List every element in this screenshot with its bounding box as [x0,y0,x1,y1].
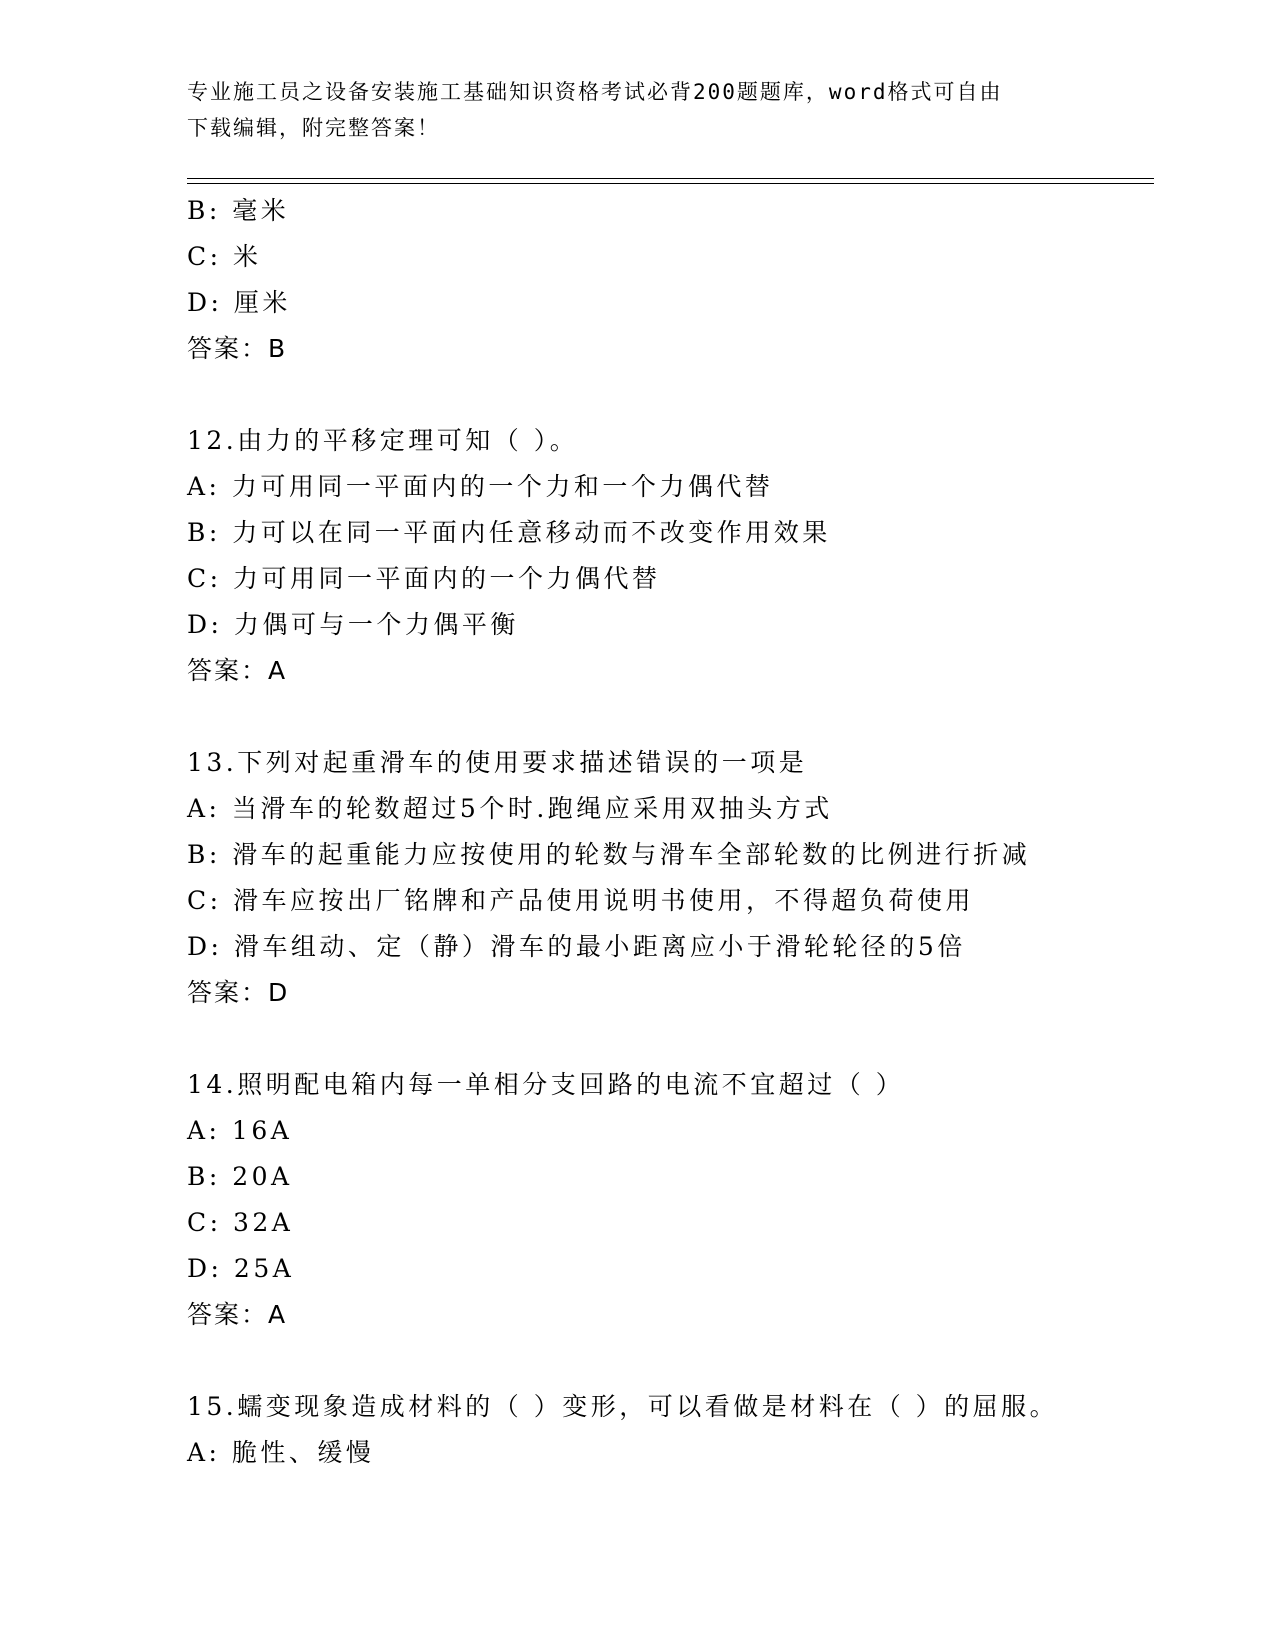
header-line-2: 下载编辑，附完整答案！ [187,116,440,140]
question-stem: 15.蠕变现象造成材料的（ ）变形，可以看做是材料在（ ）的屈服。 [187,1392,1059,1421]
option-d: D: 滑车组动、定（静）滑车的最小距离应小于滑轮轮径的5倍 [187,932,966,961]
header-divider-bottom [187,183,1154,184]
option-a: A: 力可用同一平面内的一个力和一个力偶代替 [187,472,774,501]
question-12 [187,418,1147,694]
answer: 答案：A [187,1300,288,1329]
question-stem: 13.下列对起重滑车的使用要求描述错误的一项是 [187,748,808,777]
option-b: B: 力可以在同一平面内任意移动而不改变作用效果 [187,518,831,547]
option-d: D: 厘米 [187,288,291,317]
header-divider-top [187,178,1154,179]
option-a: A: 脆性、缓慢 [187,1438,375,1467]
question-11 [187,188,1147,372]
spacer [187,1016,1147,1062]
answer: 答案：D [187,978,290,1007]
spacer [187,694,1147,740]
option-c: C: 力可用同一平面内的一个力偶代替 [187,564,661,593]
option-c: C: 滑车应按出厂铭牌和产品使用说明书使用，不得超负荷使用 [187,886,975,915]
question-15 [187,1384,1147,1476]
answer: 答案：B [187,334,288,363]
option-c: C: 32A [187,1208,294,1237]
spacer [187,372,1147,418]
option-a: A: 16A [187,1116,293,1145]
option-b: B: 20A [187,1162,293,1191]
question-list [187,188,1147,1476]
question-stem: 14.照明配电箱内每一单相分支回路的电流不宜超过（ ） [187,1070,905,1099]
option-b: B: 毫米 [187,196,290,225]
option-d: D: 25A [187,1254,295,1283]
answer: 答案：A [187,656,288,685]
header-line-1: 专业施工员之设备安装施工基础知识资格考试必背200题题库，word格式可自由 [187,80,1003,104]
document-header [187,74,1067,146]
option-d: D: 力偶可与一个力偶平衡 [187,610,519,639]
question-stem: 12.由力的平移定理可知（ ）。 [187,426,579,455]
option-c: C: 米 [187,242,262,271]
question-13 [187,740,1147,1016]
question-14 [187,1062,1147,1338]
option-b: B: 滑车的起重能力应按使用的轮数与滑车全部轮数的比例进行折减 [187,840,1031,869]
option-a: A: 当滑车的轮数超过5个时.跑绳应采用双抽头方式 [187,794,833,823]
spacer [187,1338,1147,1384]
